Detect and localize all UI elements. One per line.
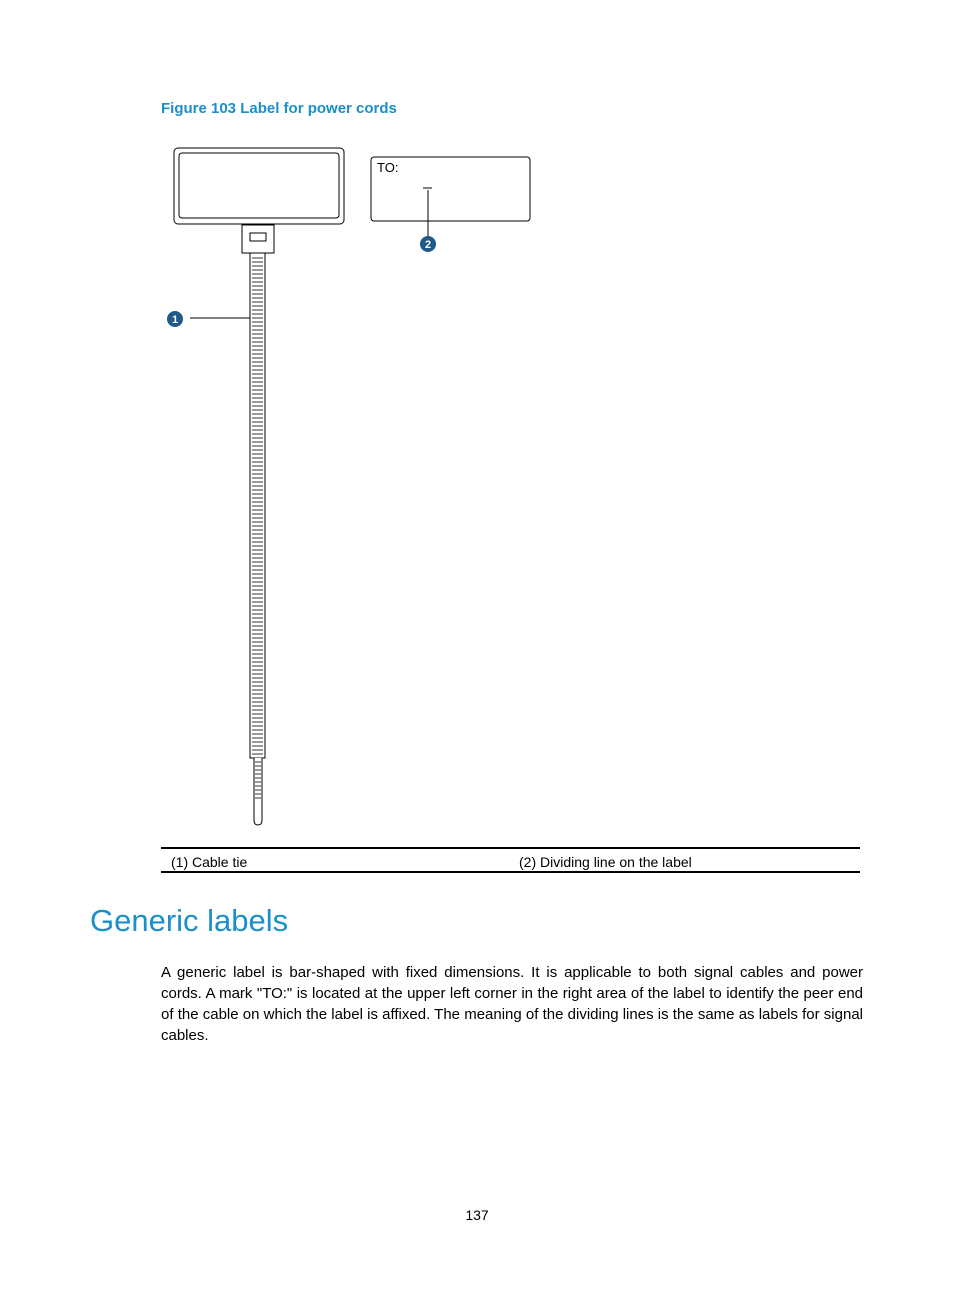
label-sample bbox=[371, 157, 530, 221]
cable-tie-strap bbox=[250, 253, 265, 825]
callout-2-number: 2 bbox=[424, 239, 432, 251]
legend-item-cable-tie: (1) Cable tie bbox=[171, 854, 248, 870]
section-body: A generic label is bar-shaped with fixed dimensions. It is applicable to both signal cables and power cords. A mark "TO:" is located at the upper left corner in the right area of the label to identify the peer end of the cable on which the label is affixed. The meaning of the dividing lines is the same as labels for signal cables. bbox=[161, 964, 863, 1044]
figure-caption: Figure 103 Label for power cords bbox=[161, 100, 397, 117]
legend-item-dividing-line: (2) Dividing line on the label bbox=[519, 854, 692, 870]
to-mark: TO: bbox=[377, 160, 399, 175]
callout-1 bbox=[167, 311, 250, 327]
callout-1-number: 1 bbox=[171, 314, 179, 326]
section-title: Generic labels bbox=[90, 903, 289, 938]
page-number: 137 bbox=[465, 1207, 489, 1223]
cable-tie-head bbox=[242, 225, 274, 253]
label-flag bbox=[174, 148, 344, 224]
figure-legend bbox=[161, 847, 860, 873]
